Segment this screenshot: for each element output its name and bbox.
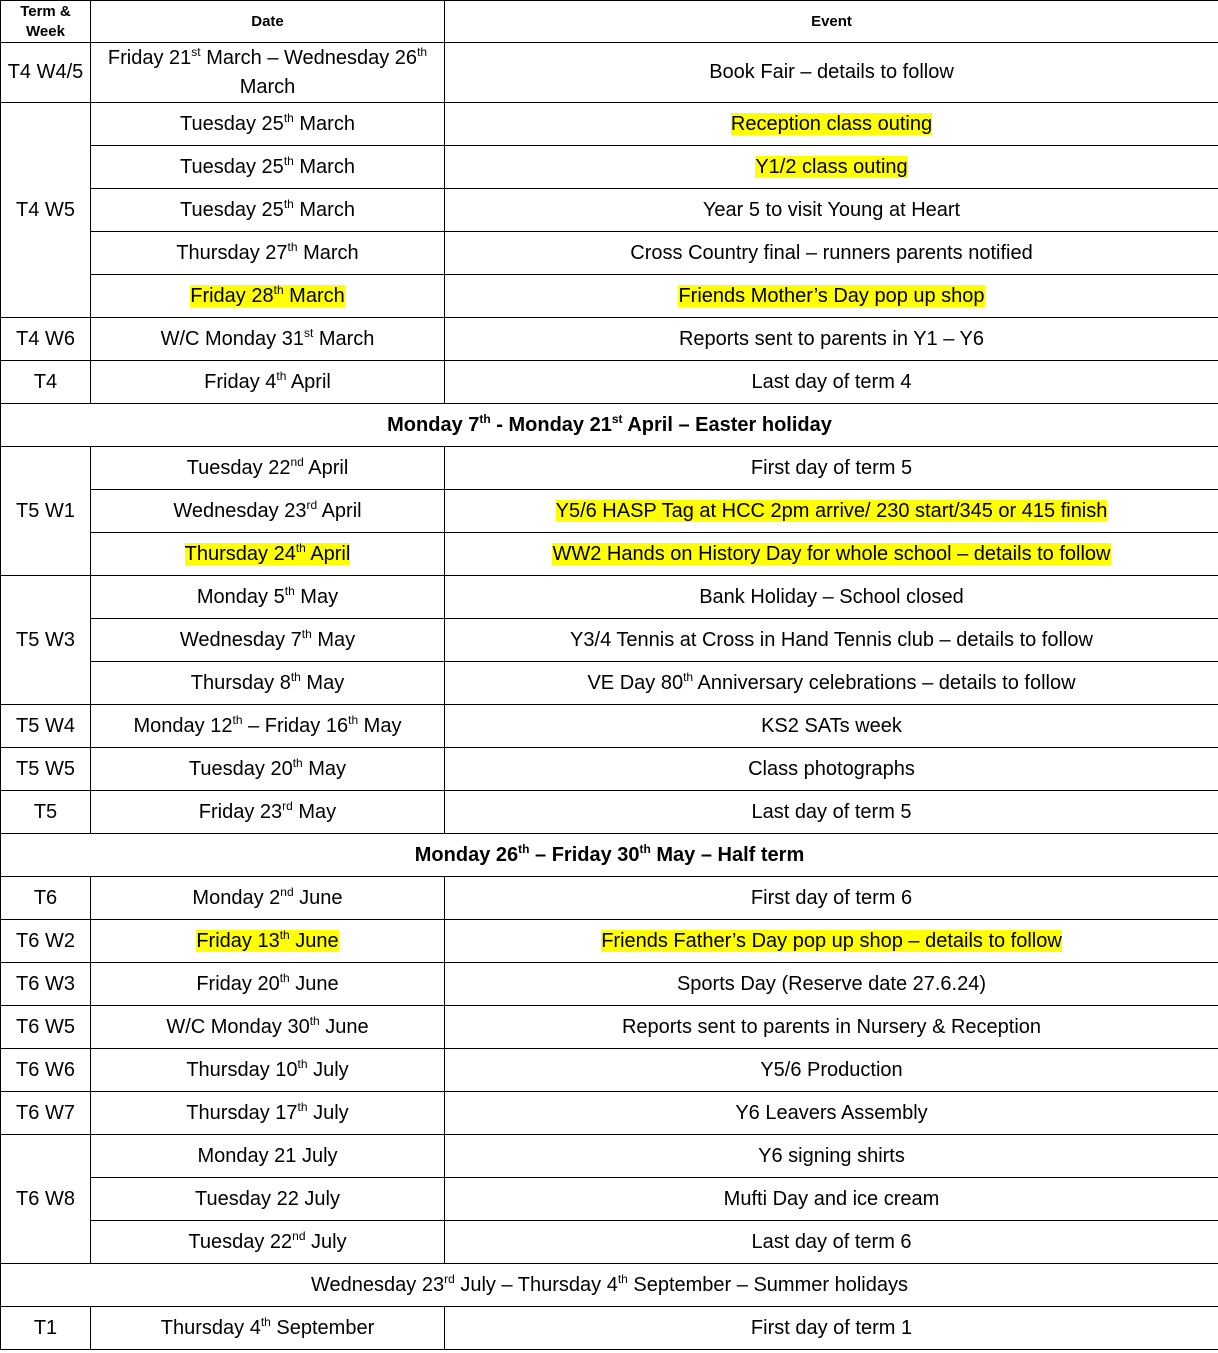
date-cell: Thursday 8th May: [91, 662, 445, 705]
holiday-cell: Monday 7th - Monday 21st April – Easter holiday: [1, 404, 1218, 447]
term-cell: T4 W5: [1, 103, 91, 318]
date-cell: Thursday 10th July: [91, 1049, 445, 1092]
event-cell: [445, 146, 1218, 189]
event-cell: Y6 Leavers Assembly: [445, 1092, 1218, 1135]
table-row: [1, 1221, 1218, 1264]
date-cell: Tuesday 25th March: [91, 146, 445, 189]
date-cell: Tuesday 22 July: [91, 1178, 445, 1221]
column-header-term: Term & Week: [1, 1, 91, 43]
holiday-row: [1, 404, 1218, 447]
table-row: [1, 189, 1218, 232]
highlighted-date: Friday 28th March: [190, 282, 345, 307]
event-cell: Sports Day (Reserve date 27.6.24): [445, 963, 1218, 1006]
date-cell: Monday 2nd June: [91, 877, 445, 920]
date-cell: Tuesday 20th May: [91, 748, 445, 791]
date-cell: Monday 21 July: [91, 1135, 445, 1178]
event-cell: Class photographs: [445, 748, 1218, 791]
date-cell: [91, 275, 445, 318]
highlighted-event: Y5/6 HASP Tag at HCC 2pm arrive/ 230 start/345 or 415 finish: [555, 499, 1108, 522]
table-row: [1, 791, 1218, 834]
date-cell: Friday 23rd May: [91, 791, 445, 834]
table-row: [1, 43, 1218, 103]
holiday-row: [1, 834, 1218, 877]
event-cell: Mufti Day and ice cream: [445, 1178, 1218, 1221]
table-row: [1, 920, 1218, 963]
event-cell: [445, 920, 1218, 963]
term-cell: T6 W7: [1, 1092, 91, 1135]
event-cell: Bank Holiday – School closed: [445, 576, 1218, 619]
date-cell: Friday 21st March – Wednesday 26th March: [91, 43, 445, 103]
event-cell: First day of term 5: [445, 447, 1218, 490]
holiday-row: [1, 1264, 1218, 1307]
event-cell: Y6 signing shirts: [445, 1135, 1218, 1178]
event-cell: VE Day 80th Anniversary celebrations – details to follow: [445, 662, 1218, 705]
event-cell: Y5/6 Production: [445, 1049, 1218, 1092]
table-row: [1, 1135, 1218, 1178]
term-cell: T6 W2: [1, 920, 91, 963]
term-cell: T5 W5: [1, 748, 91, 791]
event-cell: Y3/4 Tennis at Cross in Hand Tennis club – details to follow: [445, 619, 1218, 662]
holiday-cell: Wednesday 23rd July – Thursday 4th September – Summer holidays: [1, 1264, 1218, 1307]
table-row: [1, 1049, 1218, 1092]
table-row: [1, 533, 1218, 576]
table-row: [1, 146, 1218, 189]
holiday-cell: Monday 26th – Friday 30th May – Half term: [1, 834, 1218, 877]
term-cell: T6: [1, 877, 91, 920]
date-cell: Tuesday 25th March: [91, 189, 445, 232]
event-cell: [445, 103, 1218, 146]
table-row: [1, 447, 1218, 490]
term-cell: T6 W8: [1, 1135, 91, 1264]
term-cell: T5 W3: [1, 576, 91, 705]
date-cell: Wednesday 23rd April: [91, 490, 445, 533]
event-cell: Reports sent to parents in Y1 – Y6: [445, 318, 1218, 361]
event-cell: Last day of term 4: [445, 361, 1218, 404]
column-header-event: Event: [445, 1, 1218, 43]
event-cell: [445, 490, 1218, 533]
table-header-row: [1, 1, 1218, 43]
table-row: [1, 619, 1218, 662]
term-cell: T6 W3: [1, 963, 91, 1006]
table-row: [1, 232, 1218, 275]
table-row: [1, 576, 1218, 619]
event-cell: Last day of term 6: [445, 1221, 1218, 1264]
date-cell: Thursday 17th July: [91, 1092, 445, 1135]
date-cell: W/C Monday 30th June: [91, 1006, 445, 1049]
table-row: [1, 877, 1218, 920]
term-cell: T6 W6: [1, 1049, 91, 1092]
date-cell: Friday 4th April: [91, 361, 445, 404]
date-cell: W/C Monday 31st March: [91, 318, 445, 361]
highlighted-event: WW2 Hands on History Day for whole school – details to follow: [552, 542, 1111, 565]
table-row: [1, 748, 1218, 791]
column-header-date: Date: [91, 1, 445, 43]
table-row: [1, 705, 1218, 748]
date-cell: Wednesday 7th May: [91, 619, 445, 662]
table-row: [1, 103, 1218, 146]
date-cell: Thursday 27th March: [91, 232, 445, 275]
term-cell: T1: [1, 1307, 91, 1350]
table-row: [1, 1307, 1218, 1350]
event-cell: Reports sent to parents in Nursery & Reception: [445, 1006, 1218, 1049]
table-row: [1, 662, 1218, 705]
highlighted-event: Friends Mother’s Day pop up shop: [678, 284, 985, 307]
table-row: [1, 275, 1218, 318]
date-cell: Tuesday 22nd July: [91, 1221, 445, 1264]
date-cell: Tuesday 25th March: [91, 103, 445, 146]
term-cell: T4 W4/5: [1, 43, 91, 103]
highlighted-event: Friends Father’s Day pop up shop – details to follow: [601, 929, 1062, 952]
highlighted-event: Y1/2 class outing: [755, 155, 908, 178]
event-cell: Last day of term 5: [445, 791, 1218, 834]
event-cell: Cross Country final – runners parents notified: [445, 232, 1218, 275]
table-row: [1, 490, 1218, 533]
event-cell: KS2 SATs week: [445, 705, 1218, 748]
term-cell: T5 W1: [1, 447, 91, 576]
event-cell: First day of term 1: [445, 1307, 1218, 1350]
date-cell: Thursday 4th September: [91, 1307, 445, 1350]
term-cell: T5 W4: [1, 705, 91, 748]
table-row: [1, 361, 1218, 404]
table-row: [1, 1006, 1218, 1049]
term-cell: T5: [1, 791, 91, 834]
date-cell: [91, 920, 445, 963]
date-cell: [91, 533, 445, 576]
highlighted-date: Thursday 24th April: [184, 540, 351, 565]
date-cell: Monday 5th May: [91, 576, 445, 619]
term-cell: T6 W5: [1, 1006, 91, 1049]
date-cell: Friday 20th June: [91, 963, 445, 1006]
date-cell: Tuesday 22nd April: [91, 447, 445, 490]
event-cell: Year 5 to visit Young at Heart: [445, 189, 1218, 232]
event-cell: [445, 275, 1218, 318]
term-cell: T4: [1, 361, 91, 404]
table-row: [1, 963, 1218, 1006]
event-cell: [445, 533, 1218, 576]
date-cell: Monday 12th – Friday 16th May: [91, 705, 445, 748]
event-cell: Book Fair – details to follow: [445, 43, 1218, 103]
event-cell: First day of term 6: [445, 877, 1218, 920]
highlighted-date: Friday 13th June: [196, 927, 339, 952]
highlighted-event: Reception class outing: [730, 112, 933, 135]
term-cell: T4 W6: [1, 318, 91, 361]
table-row: [1, 1178, 1218, 1221]
table-row: [1, 1092, 1218, 1135]
table-row: [1, 318, 1218, 361]
